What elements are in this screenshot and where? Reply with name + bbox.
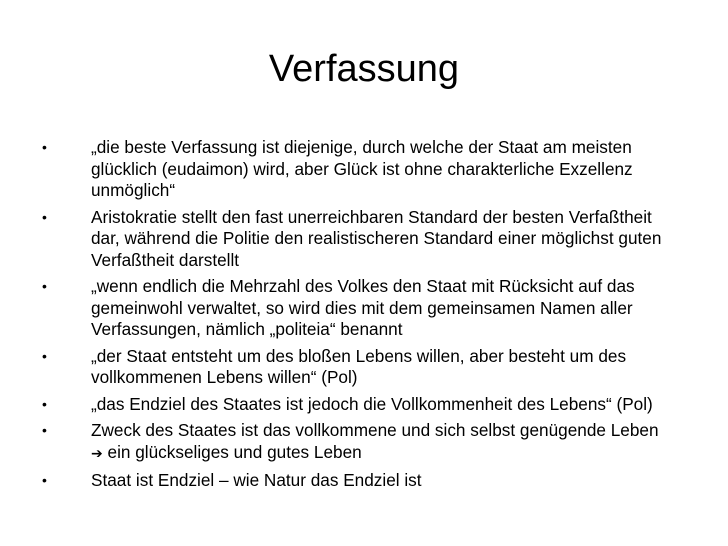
bullet-item	[0, 137, 728, 202]
bullet-marker: •	[42, 278, 47, 294]
bullet-item	[0, 394, 728, 416]
bullet-text: „das Endziel des Staates ist jedoch die Vollkommenheit des Lebens“ (Pol)	[91, 393, 653, 414]
bullet-text: „der Staat entsteht um des bloßen Lebens willen, aber besteht um des vollkommenen Lebens willen“ (Pol)	[91, 345, 627, 387]
bullet-item	[0, 346, 728, 389]
arrow-right-icon: ➔	[91, 445, 103, 462]
slide-title: Verfassung	[268, 48, 460, 90]
bullet-item	[0, 470, 728, 492]
bullet-text: Staat ist Endziel – wie Natur das Endziel ist	[91, 470, 422, 490]
bullet-item	[0, 276, 728, 341]
bullet-list	[0, 137, 728, 497]
bullet-marker: •	[42, 208, 47, 225]
bullet-marker: •	[42, 347, 47, 364]
bullet-item	[0, 420, 728, 465]
bullet-text: Aristokratie stellt den fast unerreichbaren Standard der besten Verfaßtheit dar, während die Politie den realistischeren Standard einer möglichst guten Verfaßtheit darstellt	[91, 206, 662, 270]
bullet-text: „wenn endlich die Mehrzahl des Volkes den Staat mit Rücksicht auf das gemeinwohl verwaltet, so wird dies mit dem gemeinsamen Namen aller Verfassungen, nämlich „politeia“ benannt	[91, 276, 635, 339]
bullet-text: „die beste Verfassung ist diejenige, durch welche der Staat am meisten glücklich (eudaimon) wird, aber Glück ist ohne charakterliche Exzellenz unmöglich“	[91, 137, 633, 200]
bullet-text-part: ein glückseliges und gutes Leben	[102, 441, 362, 462]
bullet-marker: •	[42, 472, 47, 488]
bullet-text-part: Zweck des Staates ist das vollkommene und sich selbst genügende Leben	[91, 420, 659, 440]
bullet-text	[91, 420, 659, 462]
bullet-marker: •	[42, 139, 47, 155]
bullet-item	[0, 207, 728, 272]
bullet-marker: •	[42, 395, 47, 412]
bullet-marker: •	[42, 422, 47, 438]
